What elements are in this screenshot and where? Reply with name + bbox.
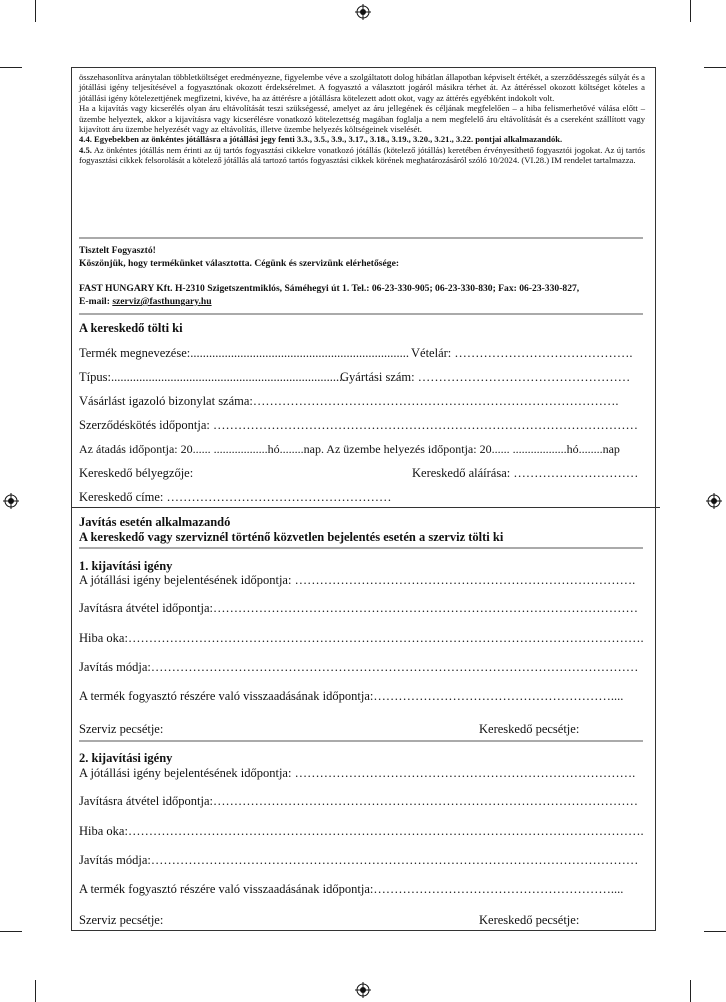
company-address: FAST HUNGARY Kft. H-2310 Szigetszentmiklós, Sáméhegyi út 1. Tel.: 06-23-330-905; 06-23-330-830; Fax: 06-23-330-827,: [79, 283, 580, 294]
receipt-number-field[interactable]: Vásárlást igazoló bizonylat száma:…………………………………………………………………………….: [79, 394, 619, 408]
contact-thanks: Köszönjük, hogy termékünket választotta. Cégünk és szervizünk elérhetősége:: [79, 258, 400, 269]
claim-title: 2. kijavítási igény: [79, 751, 173, 765]
registration-mark-icon: [355, 4, 371, 20]
dealer-address-field[interactable]: Kereskedő címe: ………………………………………………: [79, 490, 392, 504]
receipt-date-field[interactable]: Javításra átvétel időpontja:…………………………………………………………………………………………: [79, 601, 638, 615]
claim-date-field[interactable]: A jótállási igény bejelentésének időpontja: ……………………………………………………………………….: [79, 766, 636, 780]
repair-method-field[interactable]: Javítás módja:………………………………………………………………………………………………………: [79, 853, 639, 867]
terms-paragraph: összehasonlítva aránytalan többletköltséget eredményezne, figyelembe véve a szolgáltatott dolog hibátlan állapotban képviselt értékét, a szerződésszegés súlyát és a jótállási igény teljesítésével a fogyasztónak okozott érdeksérelmet. A fogyasztó a választott jogáról másikra térhet át. Az áttéréssel okozott költséget köteles a jótállási igény kötelezettjének megfizetni, kivéve, ha az áttérésre a jótállásra kötelezett adott okot, vagy az áttérés egyébként indokolt volt.: [79, 72, 645, 103]
price-field[interactable]: Vételár: …………………………………….: [411, 346, 633, 360]
divider: [79, 237, 643, 239]
handover-date-field[interactable]: Az átadás időpontja: 20...... ..................hó........nap. Az üzembe helyezés időpontja: 20...... ..................hó........nap: [79, 442, 620, 456]
return-date-field[interactable]: A termék fogyasztó részére való visszaadásának időpontja:…………………………………………………....: [79, 882, 624, 896]
crop-mark: [690, 0, 691, 22]
crop-mark: [0, 67, 22, 68]
email-label: E-mail:: [79, 296, 113, 307]
divider: [79, 740, 643, 742]
dealer-stamp-label: Kereskedő bélyegzője:: [79, 466, 194, 480]
terms-paragraph: Ha a kijavítás vagy kicserélés olyan áru eltávolítását teszi szükségessé, amelyet az áru jellegének és céljának megfelelően – a hiba felismerhetővé válása előtt – üzembe helyeztek, akkor a kijavításra vagy kicserélésre vonatkozó kötelezettség magában foglalja a nem megfelelő áru eltávolítását és a csereként szállított vagy kijavított áru üzembe helyezését vagy az eltávolítás, illetve üzembe helyezés költségeinek viselését.: [79, 103, 645, 135]
dealer-section-title: A kereskedő tölti ki: [79, 321, 183, 335]
dealer-stamp-label: Kereskedő pecsétje:: [479, 913, 580, 927]
claim-title: 1. kijavítási igény: [79, 559, 173, 573]
registration-mark-icon: [355, 982, 371, 998]
repair-method-field[interactable]: Javítás módja:………………………………………………………………………………………………………: [79, 660, 639, 674]
crop-mark: [704, 931, 726, 932]
product-name-field[interactable]: Termék megnevezése:......................................................................: [79, 346, 409, 360]
dealer-stamp-label: Kereskedő pecsétje:: [479, 722, 580, 736]
fault-cause-field[interactable]: Hiba oka:…………………………………………………………………………………………………………….: [79, 631, 644, 645]
cut-line: [71, 507, 660, 508]
crop-mark: [690, 980, 691, 1002]
crop-mark: [704, 67, 726, 68]
crop-mark: [0, 931, 22, 932]
contact-greeting: Tisztelt Fogyasztó!: [79, 245, 156, 256]
crop-mark: [35, 980, 36, 1002]
terms-paragraph: 4.4. Egyebekben az önkéntes jótállásra a jótállási jegy fenti 3.3., 3.5., 3.9., 3.17., 3.18., 3.19., 3.20., 3.21., 3.22. pontjai alkalmazandók.: [79, 134, 563, 145]
receipt-date-field[interactable]: Javításra átvétel időpontja:…………………………………………………………………………………………: [79, 794, 638, 808]
terms-paragraph: 4.5. Az önkéntes jótállás nem érinti az új tartós fogyasztási cikkekre vonatkozó jótállás (kötelező jótállás) keretében érvényesíthető fogyasztói jogokat. Az új tartós fogyasztási cikkek felsorolását a kötelező jótállás alá tartozó tartós fogyasztási cikkek körének meghatározásáról szóló 10/2024. (VI.28.) IM rendelet tartalmazza.: [79, 144, 645, 166]
serial-number-field[interactable]: Gyártási szám: ……………………………………………: [340, 370, 631, 384]
company-email: [79, 296, 212, 309]
terms-text: Az önkéntes jótállás nem érinti az új tartós fogyasztási cikkekre vonatkozó jótállás (kötelező jótállás) keretében érvényesíthető fogyasztói jogokat. Az új tartós fogyasztási cikkek felsorolását a kötelező jótállás alá tartozó tartós fogyasztási cikkek körének meghatározásáról szóló 10/2024. (VI.28.) IM rendelet tartalmazza.: [79, 144, 645, 166]
return-date-field[interactable]: A termék fogyasztó részére való visszaadásának időpontja:…………………………………………………....: [79, 689, 624, 703]
service-stamp-label: Szerviz pecsétje:: [79, 722, 164, 736]
email-link[interactable]: szerviz@fasthungary.hu: [112, 296, 212, 307]
repair-section-subtitle: A kereskedő vagy szerviznél történő közvetlen bejelentés esetén a szerviz tölti ki: [79, 530, 504, 544]
service-stamp-label: Szerviz pecsétje:: [79, 913, 164, 927]
registration-mark-icon: [706, 493, 722, 509]
warranty-terms: [79, 72, 645, 166]
crop-mark: [35, 0, 36, 22]
contract-date-field[interactable]: Szerződéskötés időpontja: …………………………………………………………………………………………: [79, 418, 638, 432]
divider: [79, 547, 643, 549]
divider: [79, 313, 643, 315]
registration-mark-icon: [3, 493, 19, 509]
dealer-signature-field[interactable]: Kereskedő aláírása: …………………………: [412, 466, 639, 480]
type-field[interactable]: Típus:...........................................................................: [79, 370, 346, 384]
claim-date-field[interactable]: A jótállási igény bejelentésének időpontja: ……………………………………………………………………….: [79, 573, 636, 587]
fault-cause-field[interactable]: Hiba oka:…………………………………………………………………………………………………………….: [79, 824, 644, 838]
repair-section-title: Javítás esetén alkalmazandó: [79, 515, 231, 529]
